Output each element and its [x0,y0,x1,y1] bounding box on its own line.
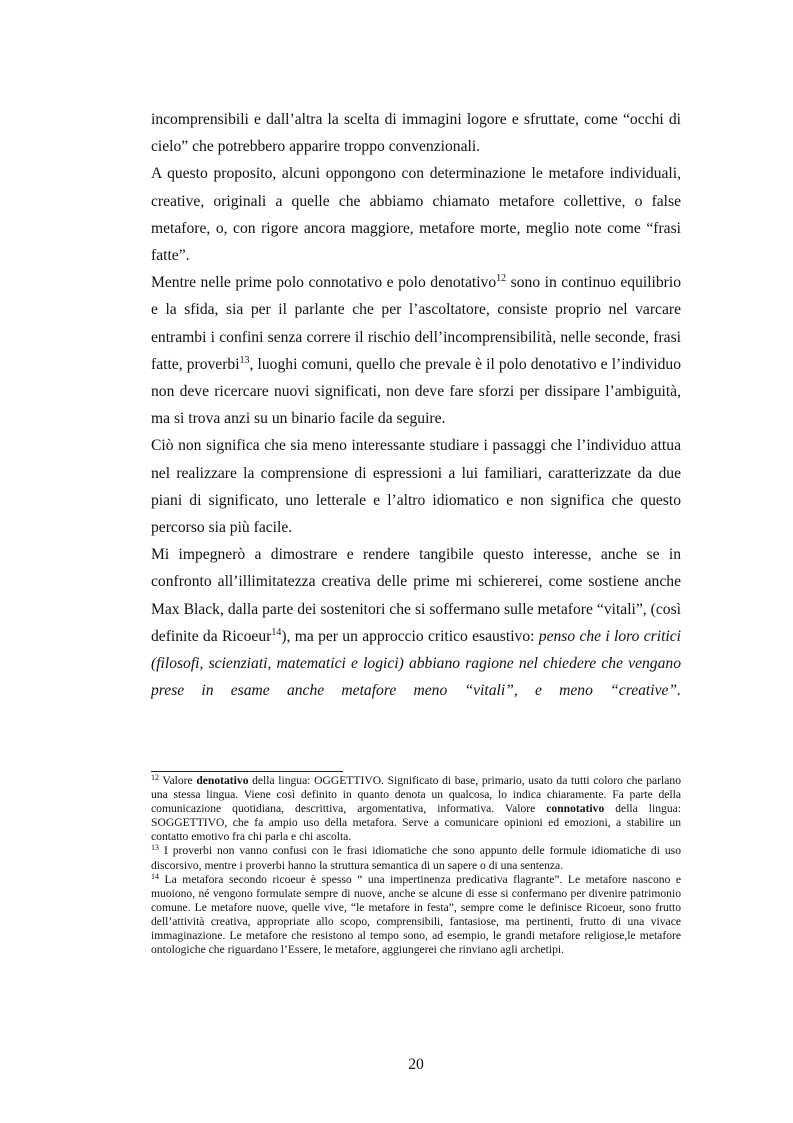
footnote-text: della lingua: SOGGETTIVO, che fa ampio uso della metafora. Serve a comunicare opinioni ed emozioni, a stabilire un contatto emotivo fra chi parla e chi ascolta. [151,802,681,844]
paragraph-text: ), ma per un approccio critico esaustivo: [281,627,539,645]
footnote-separator [151,771,343,772]
paragraph-text: sono in continuo equilibrio e la sfida, sia per il parlante che per l’ascoltatore, consiste proprio nel varcare entrambi i confini senza correre il rischio dell’incomprensibilità, nelle seconde, frasi fatte, proverbi [151,274,681,373]
paragraph-text: , luoghi comuni, quello che prevale è il polo denotativo e l’individuo non deve ricercare nuovi significati, non deve fare sforzi per dissipare l’ambiguità, ma si trova anzi su un binario facile da seguire. [151,355,682,428]
footnote-ref-13[interactable]: 13 [239,354,250,366]
footnote-13 [151,844,681,872]
bold-term: denotativo [196,774,249,787]
bold-term: connotativo [546,802,605,816]
paragraph-text: Mi impegnerò a dimostrare e rendere tangibile questo interesse, anche se in confronto all’illimitatezza creativa delle prime mi schiererei, come sostiene anche Max Black, dalla parte dei sostenitori che si soffermano sulle metafore “vitali”, (così definite da Ricoeur [151,546,681,645]
page-number: 20 [408,1056,424,1073]
paragraph: A questo proposito, alcuni oppongono con determinazione le metafore individuali, creative, originali a quelle che abbiamo chiamato metafore collettive, o false metafore, o, con rigore ancora maggiore, metafore morte, meglio note come “frasi fatte”. [151,165,681,265]
footnote-text: della lingua: OGGETTIVO. Significato di base, primario, usato da tutti coloro che parlano una stessa lingua. Viene così definito in quanto denota un qualcosa, lo indica chiaramente. Fa parte della comunicazione quotidiana, descrittiva, argomentativa, informativa. Valore [151,774,681,816]
footnote-ref-12[interactable]: 12 [496,273,507,285]
footnote-14 [151,873,681,958]
footnote-text: La metafora secondo ricoeur è spesso “ una impertinenza predicativa flagrante”. Le metafore nascono e muoiono, né vengono formulate sempre di nuove, anche se alcune di esse si confermano per divenire patrimonio comune. Le metafore nuove, quelle vive, “le metafore in festa”, sempre come le definisce Ricoeur, sono frutto dell’attività creativa, appropriate allo scopo, comprensibili, fantasiose, ma pertinenti, frutto di una vivace immaginazione. Le metafore che resistono al tempo sono, ad esempio, le grandi metafore religiose,le metafore ontologiche che riguardano l’Essere, le metafore, aggiungerei che rinviano agli archetipi. [151,872,681,957]
italic-quote: penso che i loro critici (filosofi, scienziati, matematici e logici) abbiano ragione nel chiedere che vengano prese in esame anche metafore meno “vitali”, e meno “creative”. [151,627,682,700]
footnote-number: 13 [151,843,159,853]
footnote-ref-14[interactable]: 14 [271,626,282,638]
footnote-number: 12 [151,773,159,782]
footnote-text: Valore [159,774,197,787]
paragraph: incomprensibili e dall’altra la scelta di immagini logore e sfruttate, come “occhi di cielo” che potrebbero apparire troppo convenzionali. [151,111,681,156]
paragraph-text: Mentre nelle prime polo connotativo e polo denotativo [151,274,497,292]
paragraph [151,541,681,704]
footnote-12 [151,774,681,844]
footnotes [151,774,681,957]
footnote-text: I proverbi non vanno confusi con le frasi idiomatiche che sono appunto delle formule idiomatiche di uso discorsivo, mentre i proverbi hanno la struttura semantica di un sapere o di una sentenza. [151,844,681,872]
main-text [151,106,681,704]
paragraph: Ciò non significa che sia meno interessante studiare i passaggi che l’individuo attua nel realizzare la comprensione di espressioni a lui familiari, caratterizzate da due piani di significato, uno letterale e l’altro idiomatico e non significa che questo percorso sia più facile. [151,437,681,537]
paragraph [151,269,681,432]
footnote-number: 14 [151,871,159,881]
